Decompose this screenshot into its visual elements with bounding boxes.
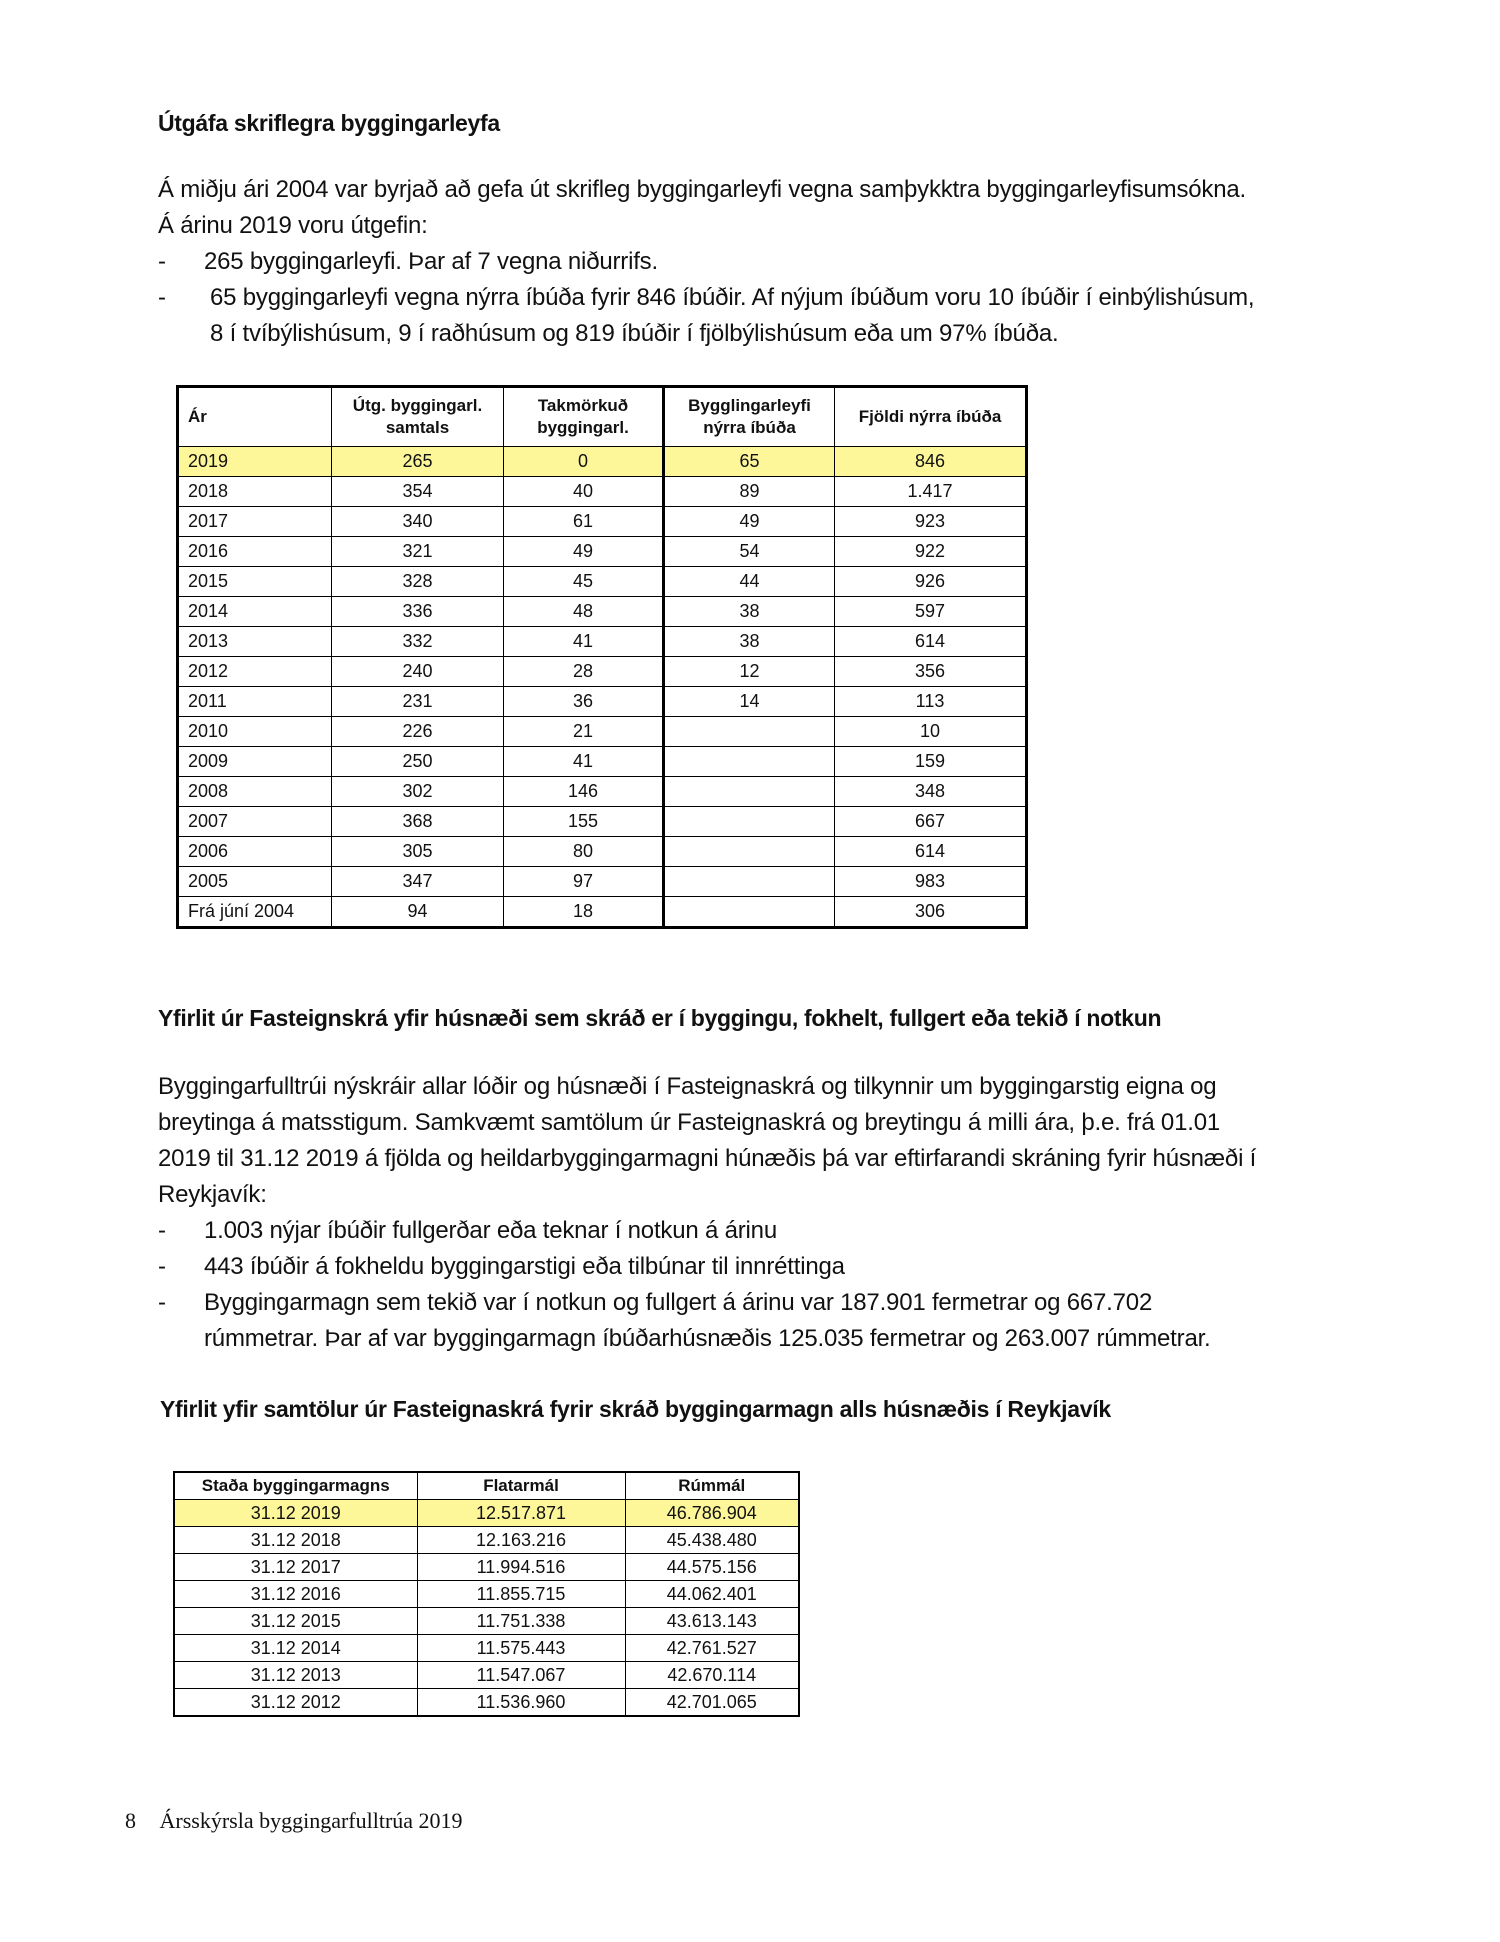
table-cell: [664, 777, 835, 807]
table-cell: 240: [332, 657, 504, 687]
section-heading-totals: Yfirlit yfir samtölur úr Fasteignaskrá fyrir skráð byggingarmagn alls húsnæðis í Reykjavík: [160, 1396, 1111, 1422]
table-cell: 926: [835, 567, 1027, 597]
table-cell: 40: [504, 477, 664, 507]
table-cell: 2019: [178, 447, 332, 477]
bullet-item: [158, 1249, 1458, 1285]
table-cell: 155: [504, 807, 664, 837]
table-cell: 306: [835, 897, 1027, 928]
col-header-new-dwelling-permits: Bygglingarleyfi nýrra íbúða: [664, 387, 835, 447]
col-header-new-dwellings: Fjöldi nýrra íbúða: [835, 387, 1027, 447]
page-footer: [125, 1808, 463, 1834]
bullet-item: [158, 244, 1458, 280]
table-cell: 328: [332, 567, 504, 597]
table-cell: 28: [504, 657, 664, 687]
table-cell: 321: [332, 537, 504, 567]
table-cell: 347: [332, 867, 504, 897]
table-cell: 305: [332, 837, 504, 867]
table-cell: 48: [504, 597, 664, 627]
table-row: [178, 447, 1027, 477]
table-row: [174, 1689, 799, 1717]
table-cell: 61: [504, 507, 664, 537]
table-cell: 12.517.871: [417, 1500, 625, 1527]
table-row: [174, 1635, 799, 1662]
table-cell: 10: [835, 717, 1027, 747]
table-cell: 31.12 2018: [174, 1527, 417, 1554]
table-cell: 38: [664, 597, 835, 627]
table-cell: 302: [332, 777, 504, 807]
table-cell: [664, 747, 835, 777]
table-cell: 11.547.067: [417, 1662, 625, 1689]
table-cell: 2012: [178, 657, 332, 687]
col-header-area: Flatarmál: [417, 1472, 625, 1500]
table-cell: 983: [835, 867, 1027, 897]
table-row: [178, 687, 1027, 717]
table-row: [178, 897, 1027, 928]
col-header-year: Ár: [178, 387, 332, 447]
table-row: [178, 807, 1027, 837]
table-row: [178, 507, 1027, 537]
table-cell: 21: [504, 717, 664, 747]
col-header-limited: Takmörkuð byggingarl.: [504, 387, 664, 447]
table-row: [174, 1662, 799, 1689]
table-row: [174, 1554, 799, 1581]
table-cell: Frá júní 2004: [178, 897, 332, 928]
table-cell: 336: [332, 597, 504, 627]
table-cell: 340: [332, 507, 504, 537]
table-cell: 226: [332, 717, 504, 747]
table-cell: 159: [835, 747, 1027, 777]
table-cell: 2010: [178, 717, 332, 747]
table-cell: 113: [835, 687, 1027, 717]
table-row: [178, 837, 1027, 867]
bullet-text: 8 í tvíbýlishúsum, 9 í raðhúsum og 819 íbúðir í fjölbýlishúsum eða um 97% íbúða.: [210, 320, 1059, 347]
table-cell: 31.12 2015: [174, 1608, 417, 1635]
table-cell: 923: [835, 507, 1027, 537]
col-header-issued-total: Útg. byggingarl. samtals: [332, 387, 504, 447]
table-cell: 31.12 2016: [174, 1581, 417, 1608]
table-cell: 2008: [178, 777, 332, 807]
table-cell: 614: [835, 837, 1027, 867]
table-cell: 356: [835, 657, 1027, 687]
table-cell: [664, 717, 835, 747]
table-header-row: [174, 1472, 799, 1500]
table-cell: 43.613.143: [625, 1608, 799, 1635]
page-number: 8: [125, 1808, 136, 1833]
table-cell: 89: [664, 477, 835, 507]
table-cell: 2018: [178, 477, 332, 507]
table-row: [178, 777, 1027, 807]
table-cell: 42.670.114: [625, 1662, 799, 1689]
table-cell: 31.12 2019: [174, 1500, 417, 1527]
table-row: [174, 1527, 799, 1554]
col-header-volume: Rúmmál: [625, 1472, 799, 1500]
bullet-text: Byggingarmagn sem tekið var í notkun og fullgert á árinu var 187.901 fermetrar og 667.702: [204, 1289, 1153, 1316]
table-cell: 348: [835, 777, 1027, 807]
table-cell: 250: [332, 747, 504, 777]
table-cell: 332: [332, 627, 504, 657]
table-cell: [664, 807, 835, 837]
paragraph-line: Byggingarfulltrúi nýskráir allar lóðir og húsnæði í Fasteignaskrá og tilkynnir um byggingarstig eigna og: [158, 1073, 1217, 1100]
table-cell: 2006: [178, 837, 332, 867]
table-cell: 12.163.216: [417, 1527, 625, 1554]
paragraph-line: 2019 til 31.12 2019 á fjölda og heildarbyggingarmagni húnæðis þá var eftirfarandi skráning fyrir húsnæði í: [158, 1145, 1257, 1172]
bullet-text: rúmmetrar. Þar af var byggingarmagn íbúðarhúsnæðis 125.035 fermetrar og 263.007 rúmmetrar.: [204, 1325, 1211, 1352]
bullet-dash: -: [158, 284, 166, 311]
intro-paragraph: [158, 172, 1458, 244]
bullet-dash: -: [158, 1253, 166, 1280]
table-cell: 11.575.443: [417, 1635, 625, 1662]
table-row: [178, 477, 1027, 507]
footer-title: Ársskýrsla byggingarfulltrúa 2019: [159, 1808, 463, 1833]
table-row: [178, 537, 1027, 567]
table-row: [174, 1608, 799, 1635]
table-cell: 41: [504, 627, 664, 657]
table-cell: 2013: [178, 627, 332, 657]
table-cell: 2015: [178, 567, 332, 597]
table-cell: 2014: [178, 597, 332, 627]
table-row: [174, 1581, 799, 1608]
paragraph-line: breytinga á matsstigum. Samkvæmt samtölum úr Fasteignaskrá og breytingu á milli ára, þ.e. frá 01.01: [158, 1109, 1220, 1136]
table-cell: 12: [664, 657, 835, 687]
table-cell: 597: [835, 597, 1027, 627]
table-cell: 44.575.156: [625, 1554, 799, 1581]
table-header-row: [178, 387, 1027, 447]
table-cell: 54: [664, 537, 835, 567]
table-cell: 667: [835, 807, 1027, 837]
table-cell: 31.12 2017: [174, 1554, 417, 1581]
table-cell: 11.994.516: [417, 1554, 625, 1581]
table-row: [178, 567, 1027, 597]
table-cell: 1.417: [835, 477, 1027, 507]
table-cell: 2016: [178, 537, 332, 567]
col-header-status: Staða byggingarmagns: [174, 1472, 417, 1500]
intro-line: Á miðju ári 2004 var byrjað að gefa út skrifleg byggingarleyfi vegna samþykktra byggingarleyfisumsókna.: [158, 176, 1246, 203]
table-cell: 368: [332, 807, 504, 837]
table-cell: 45.438.480: [625, 1527, 799, 1554]
table-cell: 2011: [178, 687, 332, 717]
table-cell: [664, 867, 835, 897]
bullet-dash: -: [158, 248, 166, 275]
table-cell: 46.786.904: [625, 1500, 799, 1527]
table-cell: 65: [664, 447, 835, 477]
bullet-item: [158, 1213, 1458, 1249]
table-row: [178, 867, 1027, 897]
table-cell: 18: [504, 897, 664, 928]
table-row: [178, 657, 1027, 687]
table-cell: 2005: [178, 867, 332, 897]
table-cell: 49: [504, 537, 664, 567]
table-cell: 354: [332, 477, 504, 507]
table-cell: 11.536.960: [417, 1689, 625, 1717]
bullet-item: [158, 1285, 1478, 1357]
table-cell: 41: [504, 747, 664, 777]
bullet-text: 443 íbúðir á fokheldu byggingarstigi eða tilbúnar til innréttinga: [204, 1253, 845, 1280]
section-heading-permits: Útgáfa skriflegra byggingarleyfa: [158, 110, 500, 136]
table-cell: 231: [332, 687, 504, 717]
table-cell: 11.855.715: [417, 1581, 625, 1608]
table-cell: 44.062.401: [625, 1581, 799, 1608]
table-row: [178, 717, 1027, 747]
table-cell: 97: [504, 867, 664, 897]
table-row: [178, 597, 1027, 627]
table-cell: 922: [835, 537, 1027, 567]
table-cell: 80: [504, 837, 664, 867]
registry-paragraph: [158, 1069, 1478, 1213]
intro-line: Á árinu 2019 voru útgefin:: [158, 212, 428, 239]
paragraph-line: Reykjavík:: [158, 1181, 267, 1208]
bullet-text: 1.003 nýjar íbúðir fullgerðar eða teknar í notkun á árinu: [204, 1217, 777, 1244]
table-cell: 49: [664, 507, 835, 537]
table-cell: [664, 897, 835, 928]
table-cell: 2007: [178, 807, 332, 837]
permits-table: [176, 385, 1028, 929]
bullet-text: 65 byggingarleyfi vegna nýrra íbúða fyrir 846 íbúðir. Af nýjum íbúðum voru 10 íbúðir í einbýlishúsum,: [210, 284, 1255, 311]
bullet-text: 265 byggingarleyfi. Þar af 7 vegna niðurrifs.: [204, 248, 658, 275]
table-cell: 42.701.065: [625, 1689, 799, 1717]
table-cell: 31.12 2014: [174, 1635, 417, 1662]
table-row: [178, 747, 1027, 777]
table-cell: 31.12 2012: [174, 1689, 417, 1717]
bullet-item: [158, 280, 1488, 352]
table-cell: 2009: [178, 747, 332, 777]
table-cell: 45: [504, 567, 664, 597]
building-volume-table: [173, 1471, 800, 1717]
table-cell: 265: [332, 447, 504, 477]
table-cell: 846: [835, 447, 1027, 477]
table-cell: 42.761.527: [625, 1635, 799, 1662]
table-cell: 94: [332, 897, 504, 928]
table-cell: 2017: [178, 507, 332, 537]
table-cell: 36: [504, 687, 664, 717]
table-cell: 614: [835, 627, 1027, 657]
table-cell: 44: [664, 567, 835, 597]
section-heading-registry: Yfirlit úr Fasteignskrá yfir húsnæði sem skráð er í byggingu, fokhelt, fullgert eða tekið í notkun: [158, 1005, 1162, 1031]
bullet-dash: -: [158, 1217, 166, 1244]
table-cell: 31.12 2013: [174, 1662, 417, 1689]
table-cell: 146: [504, 777, 664, 807]
table-cell: 14: [664, 687, 835, 717]
table-cell: [664, 837, 835, 867]
table-row: [178, 627, 1027, 657]
table-cell: 0: [504, 447, 664, 477]
bullet-dash: -: [158, 1289, 166, 1316]
table-cell: 11.751.338: [417, 1608, 625, 1635]
table-row: [174, 1500, 799, 1527]
table-cell: 38: [664, 627, 835, 657]
